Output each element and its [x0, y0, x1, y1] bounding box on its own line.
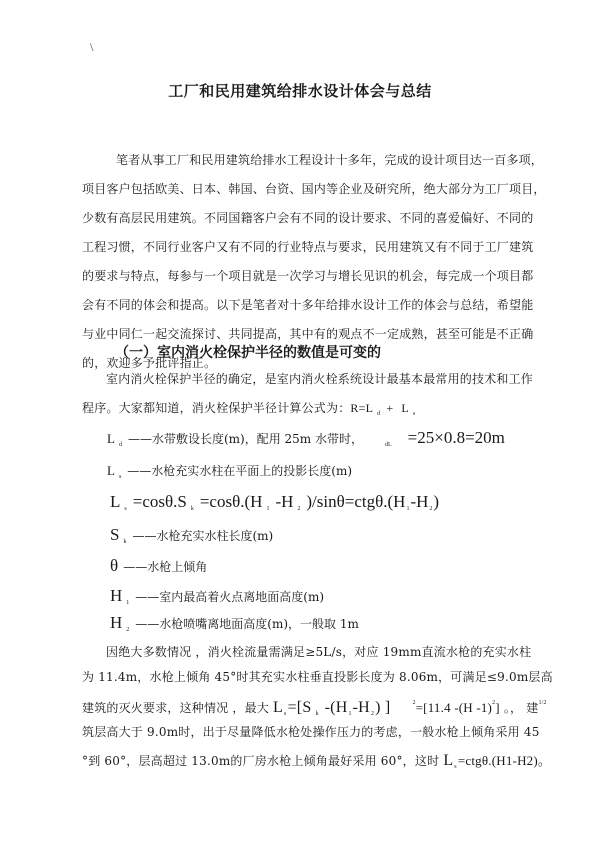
formula-intro: 程序。大家都知道，消火栓保护半径计算公式为：: [82, 401, 351, 415]
definition-H2: [110, 613, 359, 633]
value: =25×0.8=20m: [407, 428, 505, 447]
subscript: s: [124, 506, 127, 512]
formula-part: ): [433, 492, 440, 511]
description: ——水枪喷嘴离地面高度(m)，一般取 1m: [135, 617, 359, 631]
para2-line: 为 11.4m，水枪上倾角 45°时其充实水柱垂直投影长度为 8.06m，可满足≤9.0m层高: [82, 670, 553, 684]
formula-Ls: L: [401, 401, 409, 415]
symbol: L: [107, 463, 115, 478]
description: ——水带敷设长度(m)，配用 25m 水带时，: [127, 432, 363, 446]
symbol: θ: [110, 556, 119, 575]
formula-part: -H: [410, 492, 429, 511]
intro-line: 会有不同的体会和提高。以下是笔者对十多年给排水设计工作的体会与总结，希望能: [82, 298, 534, 312]
text: 建筑的灭火要求，这种情况 ，最大: [82, 701, 270, 715]
text: 。， 建: [503, 701, 539, 715]
formula-part: =cosθ.(H: [199, 492, 263, 511]
definition-Sk: [110, 525, 273, 545]
subscript: 1: [406, 506, 410, 512]
formula-line: [82, 394, 421, 429]
formula-part: L: [110, 492, 121, 511]
subscript: k: [123, 539, 127, 545]
document-title: 工厂和民用建筑给排水设计体会与总结: [168, 82, 432, 100]
para2-line: 筑层高大于 9.0m时，出于尽量降低水枪处操作压力的考虑，一般水枪上倾角采用 45: [82, 725, 540, 739]
intro-line: 少数有高层民用建筑。不同国籍客户会有不同的设计要求、不同的喜爱偏好、不同的: [82, 211, 534, 225]
definition-theta: [110, 556, 207, 576]
symbol: H: [110, 613, 123, 632]
intro-line: 笔者从事工厂和民用建筑给排水工程设计十多年，完成的设计项目达一百多项，: [116, 153, 544, 167]
intro-line: 项目客户包括欧美、日本、韩国、台资、国内等企业及研究所，绝大部分为工厂项目，: [82, 182, 546, 196]
section-line: 室内消火栓保护半径的确定，是室内消火栓系统设计最基本最常用的技术和工作: [106, 372, 534, 386]
subscript: 2: [297, 506, 301, 512]
corner-mark: \: [90, 40, 94, 54]
max-formula-value: $^2$=[11.4 -(H -1)$^2$]: [412, 700, 500, 715]
subscript: s: [118, 474, 122, 480]
para2-line: 因绝大多数情况 ，消火栓流量需满足≥5L/s，对应 19mm直流水枪的充实水柱: [106, 645, 532, 659]
subscript: s: [412, 411, 416, 417]
intro-line: 的，欢迎多予批评指正。: [82, 356, 217, 370]
para2-line: [82, 746, 551, 782]
formula-part: )/sinθ=ctgθ.(H: [306, 492, 406, 511]
formula-Ls-expansion: [110, 492, 439, 512]
section-heading: （一）室内消火栓保护半径的数值是可变的: [115, 345, 381, 361]
description: ——水枪充实水柱长度(m): [132, 529, 274, 543]
subscript: 1: [266, 506, 270, 512]
plus: +: [386, 401, 394, 415]
final-formula-rest: =ctgθ.(H1-H2)。: [457, 753, 552, 768]
text: °到 60°，层高超过 13.0m的厂房水枪上倾角最好采用 60°，这时: [82, 754, 440, 768]
intro-line: 的要求与特点，每参与一个项目就是一次学习与增长见识的机会，每完成一个项目都: [82, 269, 534, 283]
subscript: k: [190, 506, 194, 512]
max-formula: $L_s=[S$ $_k$ $-(H_1-H_2)$ ]: [273, 699, 391, 717]
final-formula: $L_s$: [443, 752, 457, 770]
description: ——室内最高着火点离地面高度(m): [135, 590, 325, 604]
symbol: H: [110, 586, 123, 605]
subscript: dL: [384, 442, 392, 448]
intro-line: 与业中同仁一起交流探讨、共同提高，其中有的观点不一定成熟，甚至可能是不正确: [82, 327, 534, 341]
symbol: L: [107, 431, 115, 446]
superscript: 1/2: [538, 700, 547, 706]
definition-Ls: [107, 460, 352, 487]
definition-Ld: [107, 428, 505, 455]
intro-line: 工程习惯，不同行业客户又有不同的行业特点与要求，民用建筑又有不同于工厂建筑: [82, 240, 534, 254]
symbol: S: [110, 525, 120, 544]
description: ——水枪充实水柱在平面上的投影长度(m): [127, 464, 353, 478]
subscript: 1: [126, 600, 130, 606]
subscript: 2: [126, 627, 130, 633]
subscript: d: [377, 411, 381, 417]
subscript: d: [118, 442, 122, 448]
definition-H1: [110, 586, 324, 606]
formula-part: -H: [275, 492, 294, 511]
formula-R: R=L: [350, 401, 374, 415]
formula-part: =cosθ.S: [132, 492, 187, 511]
description: ——水枪上倾角: [123, 560, 208, 574]
subscript: 2: [429, 506, 433, 512]
